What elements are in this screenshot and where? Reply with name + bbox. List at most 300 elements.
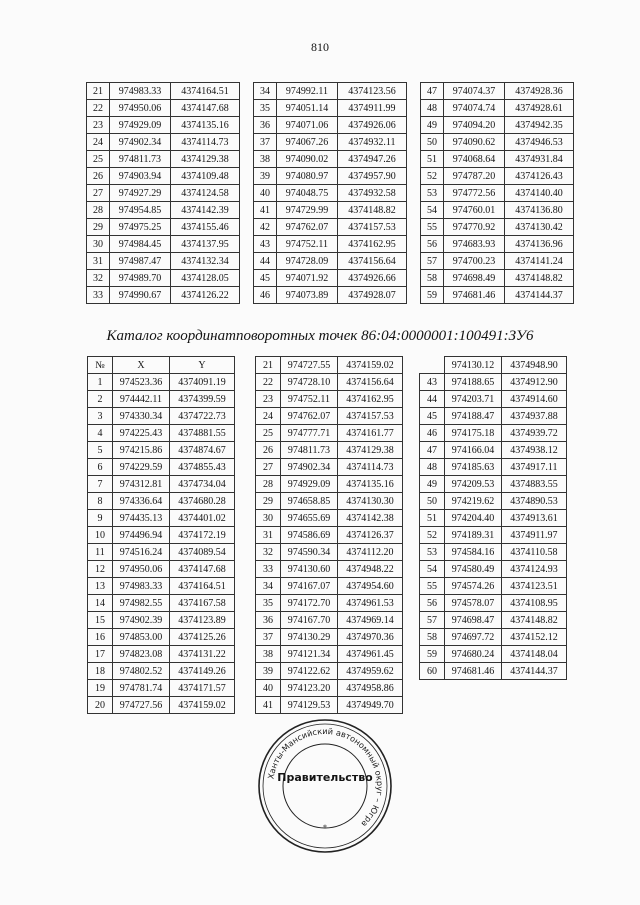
table-row [256, 629, 403, 646]
point-number-cell: 19 [88, 680, 113, 697]
x-coordinate-cell: 974188.65 [445, 374, 502, 391]
y-coordinate-cell: 4374126.43 [505, 168, 574, 185]
y-coordinate-cell: 4374135.16 [338, 476, 403, 493]
x-coordinate-cell: 974068.64 [444, 151, 505, 168]
point-number-cell: 49 [420, 476, 445, 493]
point-number-cell: 11 [88, 544, 113, 561]
x-coordinate-cell: 974204.40 [445, 510, 502, 527]
point-number-cell: 30 [87, 236, 110, 253]
x-coordinate-cell: 974752.11 [277, 236, 338, 253]
x-coordinate-cell: 974697.72 [445, 629, 502, 646]
y-coordinate-cell: 4374130.42 [505, 219, 574, 236]
point-number-cell: 27 [256, 459, 281, 476]
table-row [254, 270, 407, 287]
point-number-cell: 17 [88, 646, 113, 663]
y-coordinate-cell: 4374114.73 [338, 459, 403, 476]
point-number-cell: 54 [420, 561, 445, 578]
x-coordinate-cell: 974496.94 [113, 527, 170, 544]
table-row [256, 442, 403, 459]
point-number-cell: 56 [421, 236, 444, 253]
point-number-cell: 31 [87, 253, 110, 270]
point-number-cell: 52 [420, 527, 445, 544]
y-coordinate-cell: 4374931.84 [505, 151, 574, 168]
point-number-cell: 41 [254, 202, 277, 219]
point-number-cell: 38 [254, 151, 277, 168]
point-number-cell: 28 [256, 476, 281, 493]
y-coordinate-cell: 4374108.95 [502, 595, 567, 612]
table-row [421, 100, 574, 117]
table-row [87, 100, 240, 117]
x-coordinate-cell: 974655.69 [281, 510, 338, 527]
point-number-cell: 53 [420, 544, 445, 561]
x-coordinate-cell: 974586.69 [281, 527, 338, 544]
catalog-coordinates-table-2 [255, 356, 403, 714]
x-coordinate-cell: 974067.26 [277, 134, 338, 151]
y-coordinate-cell: 4374091.19 [170, 374, 235, 391]
table-row [88, 544, 235, 561]
point-number-cell: 26 [256, 442, 281, 459]
table-row [88, 425, 235, 442]
x-coordinate-cell: 974983.33 [110, 83, 171, 100]
point-number-cell: 6 [88, 459, 113, 476]
x-coordinate-cell: 974729.99 [277, 202, 338, 219]
y-coordinate-cell: 4374129.38 [171, 151, 240, 168]
point-number-cell: 43 [254, 236, 277, 253]
table-row [420, 629, 567, 646]
x-coordinate-cell: 974330.34 [113, 408, 170, 425]
point-number-cell: 50 [420, 493, 445, 510]
point-number-cell: 47 [420, 442, 445, 459]
x-coordinate-cell: 974129.53 [281, 697, 338, 714]
table-row [420, 476, 567, 493]
top-coordinates-table-3 [420, 82, 574, 304]
x-coordinate-cell: 974574.26 [445, 578, 502, 595]
table-row [254, 236, 407, 253]
point-number-cell: 37 [256, 629, 281, 646]
table-row [87, 83, 240, 100]
table-row [420, 561, 567, 578]
point-number-cell: 8 [88, 493, 113, 510]
x-coordinate-cell: 974903.94 [110, 168, 171, 185]
y-coordinate-cell: 4374148.04 [502, 646, 567, 663]
y-coordinate-cell: 4374881.55 [170, 425, 235, 442]
x-coordinate-cell: 974435.13 [113, 510, 170, 527]
y-coordinate-cell: 4374926.06 [338, 117, 407, 134]
x-coordinate-cell: 974219.62 [445, 493, 502, 510]
table-row [420, 663, 567, 680]
x-coordinate-cell: 974787.20 [444, 168, 505, 185]
table-row [421, 117, 574, 134]
table-row [88, 663, 235, 680]
table-row [87, 202, 240, 219]
point-number-cell: 49 [421, 117, 444, 134]
table-row [420, 425, 567, 442]
y-coordinate-cell: 4374131.22 [170, 646, 235, 663]
point-number-cell: 21 [256, 357, 281, 374]
table-row [421, 253, 574, 270]
y-coordinate-cell: 4374957.90 [338, 168, 407, 185]
table-row [420, 595, 567, 612]
table-row [420, 357, 567, 374]
point-number-cell: 22 [87, 100, 110, 117]
x-coordinate-cell: 974811.73 [110, 151, 171, 168]
point-number-cell: 48 [421, 100, 444, 117]
y-coordinate-cell: 4374932.58 [338, 185, 407, 202]
x-coordinate-cell: 974312.81 [113, 476, 170, 493]
table-row [88, 612, 235, 629]
point-number-cell: 54 [421, 202, 444, 219]
y-coordinate-cell: 4374136.96 [505, 236, 574, 253]
table-row [254, 134, 407, 151]
table-row [88, 578, 235, 595]
y-coordinate-cell: 4374928.61 [505, 100, 574, 117]
table-row [256, 646, 403, 663]
y-coordinate-cell: 4374939.72 [502, 425, 567, 442]
y-coordinate-cell: 4374961.45 [338, 646, 403, 663]
table-row [88, 493, 235, 510]
x-coordinate-cell: 974954.85 [110, 202, 171, 219]
y-coordinate-cell: 4374159.02 [338, 357, 403, 374]
point-number-cell: 7 [88, 476, 113, 493]
point-number-cell: 32 [87, 270, 110, 287]
y-coordinate-cell: 4374124.93 [502, 561, 567, 578]
x-coordinate-cell: 974123.20 [281, 680, 338, 697]
y-coordinate-cell: 4374954.60 [338, 578, 403, 595]
y-coordinate-cell: 4374680.28 [170, 493, 235, 510]
table-row [420, 374, 567, 391]
table-row [256, 459, 403, 476]
y-coordinate-cell: 4374926.66 [338, 270, 407, 287]
table-row [88, 595, 235, 612]
point-number-cell: 24 [87, 134, 110, 151]
x-coordinate-cell: 974728.10 [281, 374, 338, 391]
x-coordinate-cell: 974130.12 [445, 357, 502, 374]
x-coordinate-cell: 974590.34 [281, 544, 338, 561]
point-number-cell: 48 [420, 459, 445, 476]
y-coordinate-cell: 4374157.53 [338, 408, 403, 425]
x-coordinate-cell: 974990.67 [110, 287, 171, 304]
seal-outer-text: Ханты-Мансийский автономный округ – Югра [265, 725, 386, 830]
y-coordinate-cell: 4374148.82 [505, 270, 574, 287]
y-coordinate-cell: 4374937.88 [502, 408, 567, 425]
x-coordinate-cell: 974215.86 [113, 442, 170, 459]
y-coordinate-cell: 4374156.64 [338, 374, 403, 391]
x-coordinate-cell: 974728.09 [277, 253, 338, 270]
y-coordinate-cell: 4374890.53 [502, 493, 567, 510]
point-number-cell: 2 [88, 391, 113, 408]
y-coordinate-cell: 4374114.73 [171, 134, 240, 151]
y-coordinate-cell: 4374167.58 [170, 595, 235, 612]
y-coordinate-cell: 4374874.67 [170, 442, 235, 459]
table-row [256, 510, 403, 527]
point-number-cell: 55 [421, 219, 444, 236]
x-coordinate-cell: 974175.18 [445, 425, 502, 442]
table-row [87, 287, 240, 304]
point-number-cell: 59 [421, 287, 444, 304]
y-coordinate-cell: 4374162.95 [338, 236, 407, 253]
point-number-cell: 60 [420, 663, 445, 680]
y-coordinate-cell: 4374855.43 [170, 459, 235, 476]
y-coordinate-cell: 4374123.89 [170, 612, 235, 629]
x-coordinate-cell: 974051.14 [277, 100, 338, 117]
y-coordinate-cell: 4374126.22 [171, 287, 240, 304]
table-row [87, 185, 240, 202]
table-row [254, 151, 407, 168]
x-coordinate-cell: 974770.92 [444, 219, 505, 236]
x-coordinate-cell: 974823.08 [113, 646, 170, 663]
x-coordinate-cell: 974172.70 [281, 595, 338, 612]
y-coordinate-cell: 4374144.37 [502, 663, 567, 680]
point-number-cell: 12 [88, 561, 113, 578]
y-coordinate-cell: 4374128.05 [171, 270, 240, 287]
table-row [254, 219, 407, 236]
point-number-cell: 58 [421, 270, 444, 287]
table-row [87, 134, 240, 151]
header-cell: Y [170, 357, 235, 374]
x-coordinate-cell: 974130.60 [281, 561, 338, 578]
x-coordinate-cell: 974982.55 [113, 595, 170, 612]
table-row [421, 270, 574, 287]
point-number-cell: 9 [88, 510, 113, 527]
table-row [254, 253, 407, 270]
table-row [88, 561, 235, 578]
table-row [420, 527, 567, 544]
point-number-cell: 3 [88, 408, 113, 425]
point-number-cell: 21 [87, 83, 110, 100]
table-row [254, 100, 407, 117]
point-number-cell: 37 [254, 134, 277, 151]
table-row [88, 680, 235, 697]
table-row [256, 544, 403, 561]
y-coordinate-cell: 4374137.95 [171, 236, 240, 253]
y-coordinate-cell: 4374152.12 [502, 629, 567, 646]
y-coordinate-cell: 4374164.51 [171, 83, 240, 100]
point-number-cell: 44 [254, 253, 277, 270]
x-coordinate-cell: 974442.11 [113, 391, 170, 408]
table-row [87, 151, 240, 168]
table-row [88, 527, 235, 544]
table-row [254, 202, 407, 219]
table-row [256, 408, 403, 425]
table-row [421, 287, 574, 304]
table-row [88, 629, 235, 646]
x-coordinate-cell: 974073.89 [277, 287, 338, 304]
point-number-cell: 36 [256, 612, 281, 629]
table-row [420, 442, 567, 459]
y-coordinate-cell: 4374171.57 [170, 680, 235, 697]
y-coordinate-cell: 4374123.56 [338, 83, 407, 100]
x-coordinate-cell: 974983.33 [113, 578, 170, 595]
x-coordinate-cell: 974698.49 [444, 270, 505, 287]
table-row [88, 442, 235, 459]
table-row [421, 219, 574, 236]
point-number-cell: 26 [87, 168, 110, 185]
table-row [420, 646, 567, 663]
table-row [256, 561, 403, 578]
point-number-cell: 40 [254, 185, 277, 202]
point-number-cell: 47 [421, 83, 444, 100]
x-coordinate-cell: 974781.74 [113, 680, 170, 697]
table-row [256, 697, 403, 714]
table-row [256, 493, 403, 510]
catalog-coordinates-table-1 [87, 356, 235, 714]
y-coordinate-cell: 4374932.11 [338, 134, 407, 151]
point-number-cell: 51 [421, 151, 444, 168]
point-number-cell: 55 [420, 578, 445, 595]
x-coordinate-cell: 974167.70 [281, 612, 338, 629]
table-row [421, 151, 574, 168]
y-coordinate-cell: 4374947.26 [338, 151, 407, 168]
x-coordinate-cell: 974760.01 [444, 202, 505, 219]
x-coordinate-cell: 974984.45 [110, 236, 171, 253]
point-number-cell: 45 [420, 408, 445, 425]
x-coordinate-cell: 974584.16 [445, 544, 502, 561]
table-row [87, 253, 240, 270]
point-number-cell: 35 [256, 595, 281, 612]
point-number-cell: 29 [87, 219, 110, 236]
x-coordinate-cell: 974074.37 [444, 83, 505, 100]
y-coordinate-cell: 4374938.12 [502, 442, 567, 459]
x-coordinate-cell: 974929.09 [281, 476, 338, 493]
x-coordinate-cell: 974950.06 [110, 100, 171, 117]
y-coordinate-cell: 4374928.07 [338, 287, 407, 304]
page-number: 810 [311, 40, 329, 54]
point-number-cell: 40 [256, 680, 281, 697]
point-number-cell: 43 [420, 374, 445, 391]
x-coordinate-cell: 974772.56 [444, 185, 505, 202]
x-coordinate-cell: 974989.70 [110, 270, 171, 287]
x-coordinate-cell: 974094.20 [444, 117, 505, 134]
point-number-cell: 51 [420, 510, 445, 527]
table-row [420, 459, 567, 476]
x-coordinate-cell: 974090.02 [277, 151, 338, 168]
y-coordinate-cell: 4374928.36 [505, 83, 574, 100]
y-coordinate-cell: 4374949.70 [338, 697, 403, 714]
point-number-cell: 14 [88, 595, 113, 612]
table-row [254, 185, 407, 202]
point-number-cell: 33 [256, 561, 281, 578]
y-coordinate-cell: 4374942.35 [505, 117, 574, 134]
x-coordinate-cell: 974580.49 [445, 561, 502, 578]
table-row [256, 663, 403, 680]
x-coordinate-cell: 974992.11 [277, 83, 338, 100]
y-coordinate-cell: 4374911.99 [338, 100, 407, 117]
x-coordinate-cell: 974681.46 [445, 663, 502, 680]
table-row [88, 374, 235, 391]
x-coordinate-cell: 974080.97 [277, 168, 338, 185]
y-coordinate-cell: 4374110.58 [502, 544, 567, 561]
table-row [421, 83, 574, 100]
point-number-cell: 15 [88, 612, 113, 629]
point-number-cell: 4 [88, 425, 113, 442]
point-number-cell: 45 [254, 270, 277, 287]
table-row [256, 374, 403, 391]
x-coordinate-cell: 974777.71 [281, 425, 338, 442]
point-number-cell: 25 [256, 425, 281, 442]
y-coordinate-cell: 4374089.54 [170, 544, 235, 561]
x-coordinate-cell: 974516.24 [113, 544, 170, 561]
y-coordinate-cell: 4374734.04 [170, 476, 235, 493]
point-number-cell: 16 [88, 629, 113, 646]
y-coordinate-cell: 4374132.34 [171, 253, 240, 270]
y-coordinate-cell: 4374147.68 [171, 100, 240, 117]
y-coordinate-cell: 4374161.77 [338, 425, 403, 442]
table-row [87, 168, 240, 185]
y-coordinate-cell: 4374172.19 [170, 527, 235, 544]
table-row [88, 476, 235, 493]
header-cell: X [113, 357, 170, 374]
y-coordinate-cell: 4374112.20 [338, 544, 403, 561]
table-row [420, 578, 567, 595]
x-coordinate-cell: 974680.24 [445, 646, 502, 663]
x-coordinate-cell: 974802.52 [113, 663, 170, 680]
y-coordinate-cell: 4374123.51 [502, 578, 567, 595]
y-coordinate-cell: 4374126.37 [338, 527, 403, 544]
table-row [254, 117, 407, 134]
y-coordinate-cell: 4374109.48 [171, 168, 240, 185]
y-coordinate-cell: 4374948.22 [338, 561, 403, 578]
table-row [254, 83, 407, 100]
table-row [420, 408, 567, 425]
point-number-cell: 42 [254, 219, 277, 236]
x-coordinate-cell: 974727.55 [281, 357, 338, 374]
x-coordinate-cell: 974203.71 [445, 391, 502, 408]
x-coordinate-cell: 974950.06 [113, 561, 170, 578]
y-coordinate-cell: 4374148.82 [338, 202, 407, 219]
table-row [87, 117, 240, 134]
x-coordinate-cell: 974130.29 [281, 629, 338, 646]
point-number-cell: 57 [420, 612, 445, 629]
y-coordinate-cell: 4374401.02 [170, 510, 235, 527]
x-coordinate-cell: 974229.59 [113, 459, 170, 476]
y-coordinate-cell: 4374946.53 [505, 134, 574, 151]
table-header-row [88, 357, 235, 374]
x-coordinate-cell: 974902.34 [281, 459, 338, 476]
official-seal [257, 718, 393, 854]
table-row [87, 270, 240, 287]
y-coordinate-cell: 4374149.26 [170, 663, 235, 680]
point-number-cell: 10 [88, 527, 113, 544]
point-number-cell: 33 [87, 287, 110, 304]
point-number-cell: 58 [420, 629, 445, 646]
point-number-cell: 5 [88, 442, 113, 459]
x-coordinate-cell: 974225.43 [113, 425, 170, 442]
table-row [88, 697, 235, 714]
y-coordinate-cell: 4374162.95 [338, 391, 403, 408]
x-coordinate-cell: 974698.47 [445, 612, 502, 629]
table-row [420, 391, 567, 408]
y-coordinate-cell: 4374147.68 [170, 561, 235, 578]
point-number-cell: 35 [254, 100, 277, 117]
x-coordinate-cell: 974681.46 [444, 287, 505, 304]
x-coordinate-cell: 974121.34 [281, 646, 338, 663]
y-coordinate-cell: 4374948.90 [502, 357, 567, 374]
point-number-cell: 24 [256, 408, 281, 425]
table-row [256, 476, 403, 493]
x-coordinate-cell: 974902.34 [110, 134, 171, 151]
table-row [256, 680, 403, 697]
y-coordinate-cell: 4374912.90 [502, 374, 567, 391]
point-number-cell: 28 [87, 202, 110, 219]
point-number-cell: 27 [87, 185, 110, 202]
point-number-cell: 52 [421, 168, 444, 185]
x-coordinate-cell: 974929.09 [110, 117, 171, 134]
point-number-cell: 23 [256, 391, 281, 408]
point-number-cell: 59 [420, 646, 445, 663]
y-coordinate-cell: 4374970.36 [338, 629, 403, 646]
table-row [421, 202, 574, 219]
x-coordinate-cell: 974927.29 [110, 185, 171, 202]
